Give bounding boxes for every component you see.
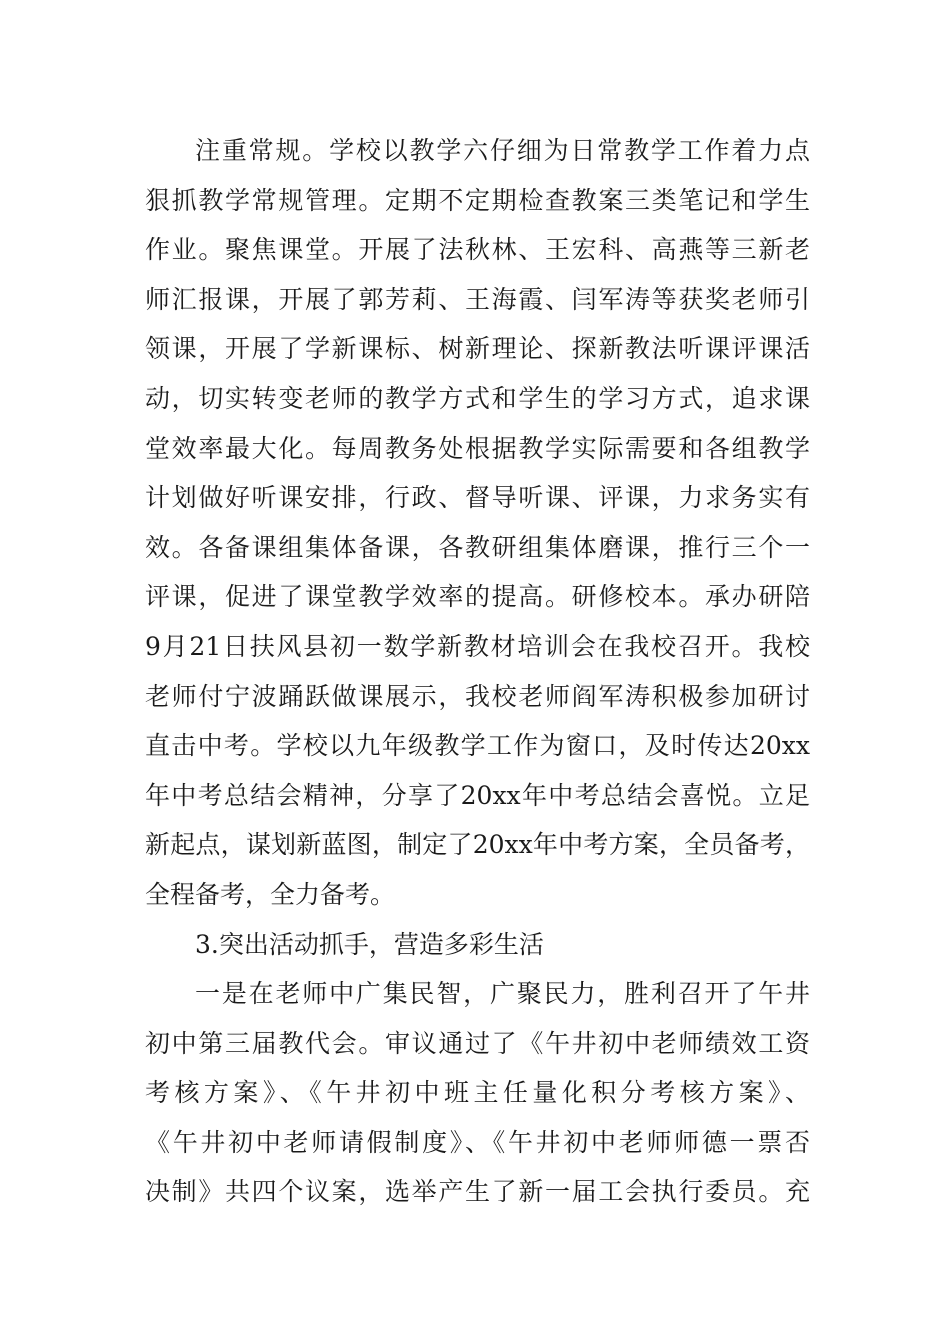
section-heading: 3.突出活动抓手，营造多彩生活 bbox=[195, 929, 544, 959]
paragraph-line: 新起点，谋划新蓝图，制定了20xx年中考方案，全员备考， bbox=[145, 830, 810, 860]
paragraph-line: 评课，促进了课堂教学效率的提高。研修校本。承办研陪 bbox=[145, 582, 810, 612]
paragraph-line: 决制》共四个议案，选举产生了新一届工会执行委员。充 bbox=[145, 1177, 810, 1207]
body-text bbox=[145, 126, 810, 1217]
paragraph-line: 动，切实转变老师的教学方式和学生的学习方式，追求课 bbox=[145, 383, 810, 413]
paragraph-line: 年中考总结会精神，分享了20xx年中考总结会喜悦。立足 bbox=[145, 780, 810, 810]
paragraph-line: 初中第三届教代会。审议通过了《午井初中老师绩效工资 bbox=[145, 1028, 810, 1058]
paragraph-line: 师汇报课，开展了郭芳莉、王海霞、闫军涛等获奖老师引 bbox=[145, 284, 810, 314]
paragraph-line: 全程备考，全力备考。 bbox=[145, 879, 396, 909]
paragraph-line: 作业。聚焦课堂。开展了法秋林、王宏科、高燕等三新老 bbox=[145, 235, 810, 265]
paragraph-line: 《午井初中老师请假制度》、《午井初中老师师德一票否 bbox=[145, 1127, 810, 1157]
paragraph-line: 注重常规。学校以教学六仔细为日常教学工作着力点 bbox=[195, 136, 810, 165]
paragraph-line: 直击中考。学校以九年级教学工作为窗口，及时传达20xx bbox=[145, 731, 810, 761]
paragraph-line: 狠抓教学常规管理。定期不定期检查教案三类笔记和学生 bbox=[145, 185, 810, 215]
paragraph-line: 老师付宁波踊跃做课展示，我校老师阎军涛积极参加研讨 bbox=[145, 681, 810, 711]
paragraph-line: 堂效率最大化。每周教务处根据教学实际需要和各组教学 bbox=[145, 433, 810, 463]
paragraph-line: 领课，开展了学新课标、树新理论、探新教法听课评课活 bbox=[145, 334, 810, 364]
paragraph-line: 一是在老师中广集民智，广聚民力，胜利召开了午井 bbox=[195, 979, 810, 1009]
paragraph-line: 考核方案》、《午井初中班主任量化积分考核方案》、 bbox=[145, 1078, 810, 1108]
paragraph-line: 计划做好听课安排，行政、督导听课、评课，力求务实有 bbox=[145, 483, 810, 513]
paragraph-line: 9月21日扶风县初一数学新教材培训会在我校召开。我校 bbox=[145, 631, 810, 661]
paragraph-line: 效。各备课组集体备课，各教研组集体磨课，推行三个一 bbox=[145, 532, 810, 562]
